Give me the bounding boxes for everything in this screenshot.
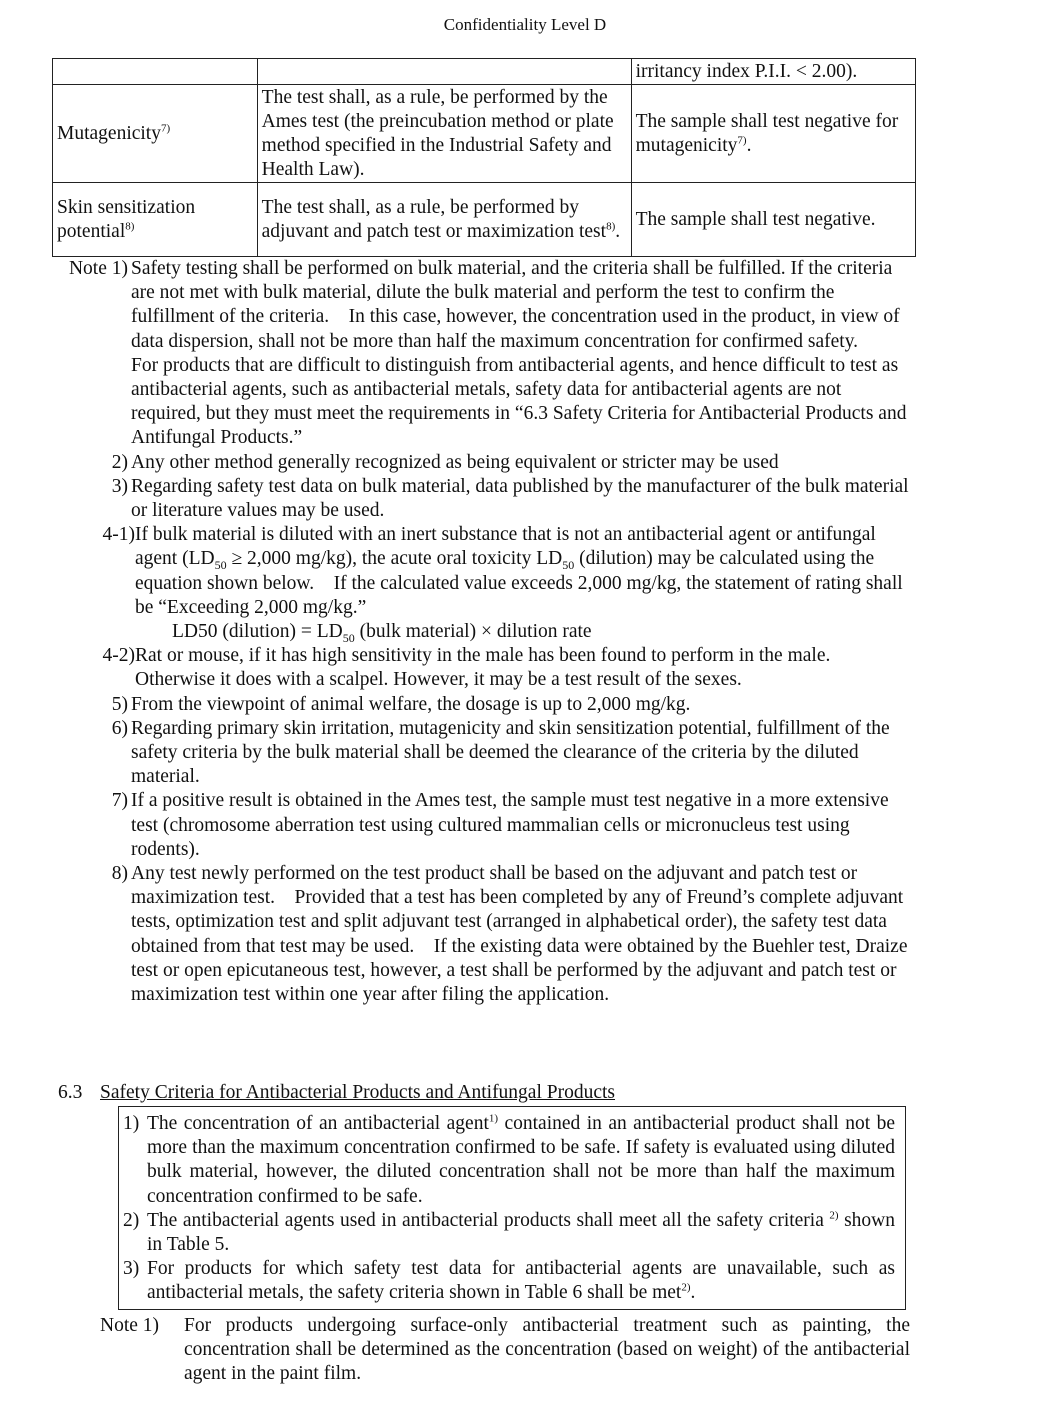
table-row (53, 85, 916, 183)
subscript: 50 (214, 558, 227, 573)
table-cell-method (257, 183, 631, 257)
text-span: The antibacterial agents used in antibacterial products shall meet all the safety criteria (147, 1209, 830, 1231)
criteria-item (123, 1257, 895, 1305)
text-span: ≥ 2,000 mg/kg), the acute oral toxicity LD (226, 548, 563, 570)
footnote-ref: 2) (829, 1209, 839, 1222)
text-span: If bulk material is diluted with an inert substance that is not an antibacterial agent or antifungal agent (LD (135, 524, 876, 570)
text-span: The concentration of an antibacterial agent (147, 1113, 489, 1134)
item-number: 1) (123, 1113, 140, 1134)
footnote-ref: 1) (488, 1112, 499, 1125)
note-label: 5) (111, 693, 128, 715)
item-text (147, 1257, 895, 1305)
note-item (0, 523, 1050, 620)
note-item (0, 717, 1050, 790)
punctuation: . (746, 134, 752, 156)
item-number: 2) (123, 1209, 140, 1231)
table-row (53, 183, 916, 257)
note-item (0, 862, 1050, 1007)
criteria-text: The sample shall test negative for mutagenicity (635, 110, 899, 156)
punctuation: . (615, 220, 621, 242)
note-text: From the viewpoint of animal welfare, the dosage is up to 2,000 mg/kg. (131, 693, 691, 715)
note-label: Note 1) (100, 1315, 160, 1336)
note-text (135, 523, 905, 620)
safety-criteria-table (52, 58, 916, 257)
criteria-box (118, 1106, 906, 1310)
note-label: Note 1) (68, 258, 128, 279)
table-cell-method: The test shall, as a rule, be performed by the Ames test (the preincubation method or plate method specified in the Industrial Safety and Health Law). (257, 85, 631, 183)
footnote-ref: 7) (737, 134, 747, 146)
table-row (53, 59, 916, 85)
subscript: 50 (342, 630, 355, 645)
note-item (0, 257, 1050, 354)
item-text (147, 1209, 895, 1257)
table-cell-item (53, 183, 258, 257)
subscript: 50 (562, 558, 575, 573)
note-item (0, 475, 1050, 523)
note-text: Safety testing shall be performed on bulk material, and the criteria shall be fulfilled. If the criteria are not met with bulk material, dilute the bulk material and perform the test to confirm the fulfillment of the criteria. In this case, however, the concentration used in the product, in view of data dispersion, shall not be more than half the maximum concentration for confirmed safety. (131, 258, 900, 352)
footnote-ref: 7) (160, 122, 171, 134)
confidentiality-header: Confidentiality Level D (443, 15, 607, 34)
table-cell-criteria: The sample shall test negative. (631, 183, 915, 257)
note-item (0, 354, 1050, 451)
item-text: Skin sensitization potential (57, 196, 196, 242)
text-span: (dilution) may be calculated using the equation shown below. If the calculated value exceeds 2,000 mg/kg, the statement of rating shall be “Exceeding 2,000 mg/kg.” (135, 548, 903, 618)
note-item (0, 451, 1050, 475)
note-label: 4-2) (102, 645, 135, 667)
criteria-item (123, 1209, 895, 1257)
section-heading (58, 1082, 615, 1104)
note-label: 2) (111, 451, 128, 473)
table-cell-item (53, 59, 258, 85)
note-text: Regarding safety test data on bulk material, data published by the manufacturer of the bulk material or literature values may be used. (131, 475, 909, 522)
text-span: For products for which safety test data for antibacterial agents are unavailable, such as antibacterial metals, the safety criteria shown in Table 6 shall be met (147, 1258, 895, 1304)
footnote-ref: 8) (606, 220, 616, 232)
text-span: (bulk material) × dilution rate (354, 621, 592, 643)
table-cell-method (257, 59, 631, 85)
section-number: 6.3 (58, 1082, 83, 1103)
notes-section (0, 257, 1050, 1007)
text-span: . (690, 1282, 696, 1304)
note-text: For products undergoing surface-only antibacterial treatment such as painting, the concentration shall be determined as the concentration (based on weight) of the antibacterial agent in the paint film. (184, 1315, 910, 1385)
note-label: 3) (111, 475, 128, 497)
note-label: 7) (111, 790, 128, 812)
table-cell-criteria: irritancy index P.I.I. < 2.00). (631, 59, 915, 85)
note-text: Any test newly performed on the test product shall be based on the adjuvant and patch test or maximization test. Provided that a test has been completed by any of Freund’s complete adjuvant tests, optimization test and split adjuvant test (arranged in alphabetical order), the safety test data obtained from that test may be used. If the existing data were obtained by the Buehler test, Draize test or open epicutaneous test, however, a test shall be performed by the adjuvant and patch test or maximization test within one year after filing the application. (131, 863, 908, 1006)
note-item (0, 644, 1050, 692)
criteria-item (123, 1112, 895, 1209)
text-span: contained in an antibacterial product shall not be more than the maximum concentration confirmed to be safe. If safety is evaluated using diluted bulk material, however, the diluted concentration shall not be more than half the maximum concentration confirmed to be safe. (147, 1113, 896, 1207)
section-note (100, 1314, 910, 1387)
note-item (0, 693, 1050, 717)
note-text: Regarding primary skin irritation, mutagenicity and skin sensitization potential, fulfillment of the safety criteria by the bulk material shall be deemed the clearance of the criteria by the diluted material. (131, 717, 890, 788)
note-text: If a positive result is obtained in the Ames test, the sample must test negative in a more extensive test (chromosome aberration test using cultured mammalian cells or micronucleus test using rodents). (131, 790, 889, 860)
note-label: 6) (111, 717, 128, 739)
table-cell-criteria (631, 85, 915, 183)
note-text: For products that are difficult to distinguish from antibacterial agents, and hence difficult to test as antibacterial agents, such as antibacterial metals, safety data for antibacterial agents are not required, but they must meet the requirements in “6.3 Safety Criteria for Antibacterial Products and Antifungal Products.” (131, 354, 907, 449)
note-text: Rat or mouse, if it has high sensitivity in the male has been found to perform in the male. Otherwise it does with a scalpel. However, it may be a test result of the sexes. (135, 645, 831, 691)
note-text: Any other method generally recognized as being equivalent or stricter may be used (131, 451, 779, 473)
item-text (147, 1112, 895, 1209)
equation (172, 620, 1050, 644)
text-span: LD50 (dilution) = LD (172, 621, 343, 643)
footnote-ref: 2) (681, 1281, 691, 1294)
note-label: 8) (111, 863, 128, 885)
table-cell-item (53, 85, 258, 183)
note-label: 4-1) (102, 524, 135, 546)
method-text: The test shall, as a rule, be performed by adjuvant and patch test or maximization test (261, 196, 607, 242)
note-item (0, 789, 1050, 862)
footnote-ref: 8) (125, 220, 135, 232)
item-number: 3) (123, 1258, 140, 1280)
text-span: shown in Table 5. (147, 1209, 896, 1256)
item-text: Mutagenicity (57, 122, 161, 144)
section-title: Safety Criteria for Antibacterial Products and Antifungal Products (100, 1082, 616, 1103)
